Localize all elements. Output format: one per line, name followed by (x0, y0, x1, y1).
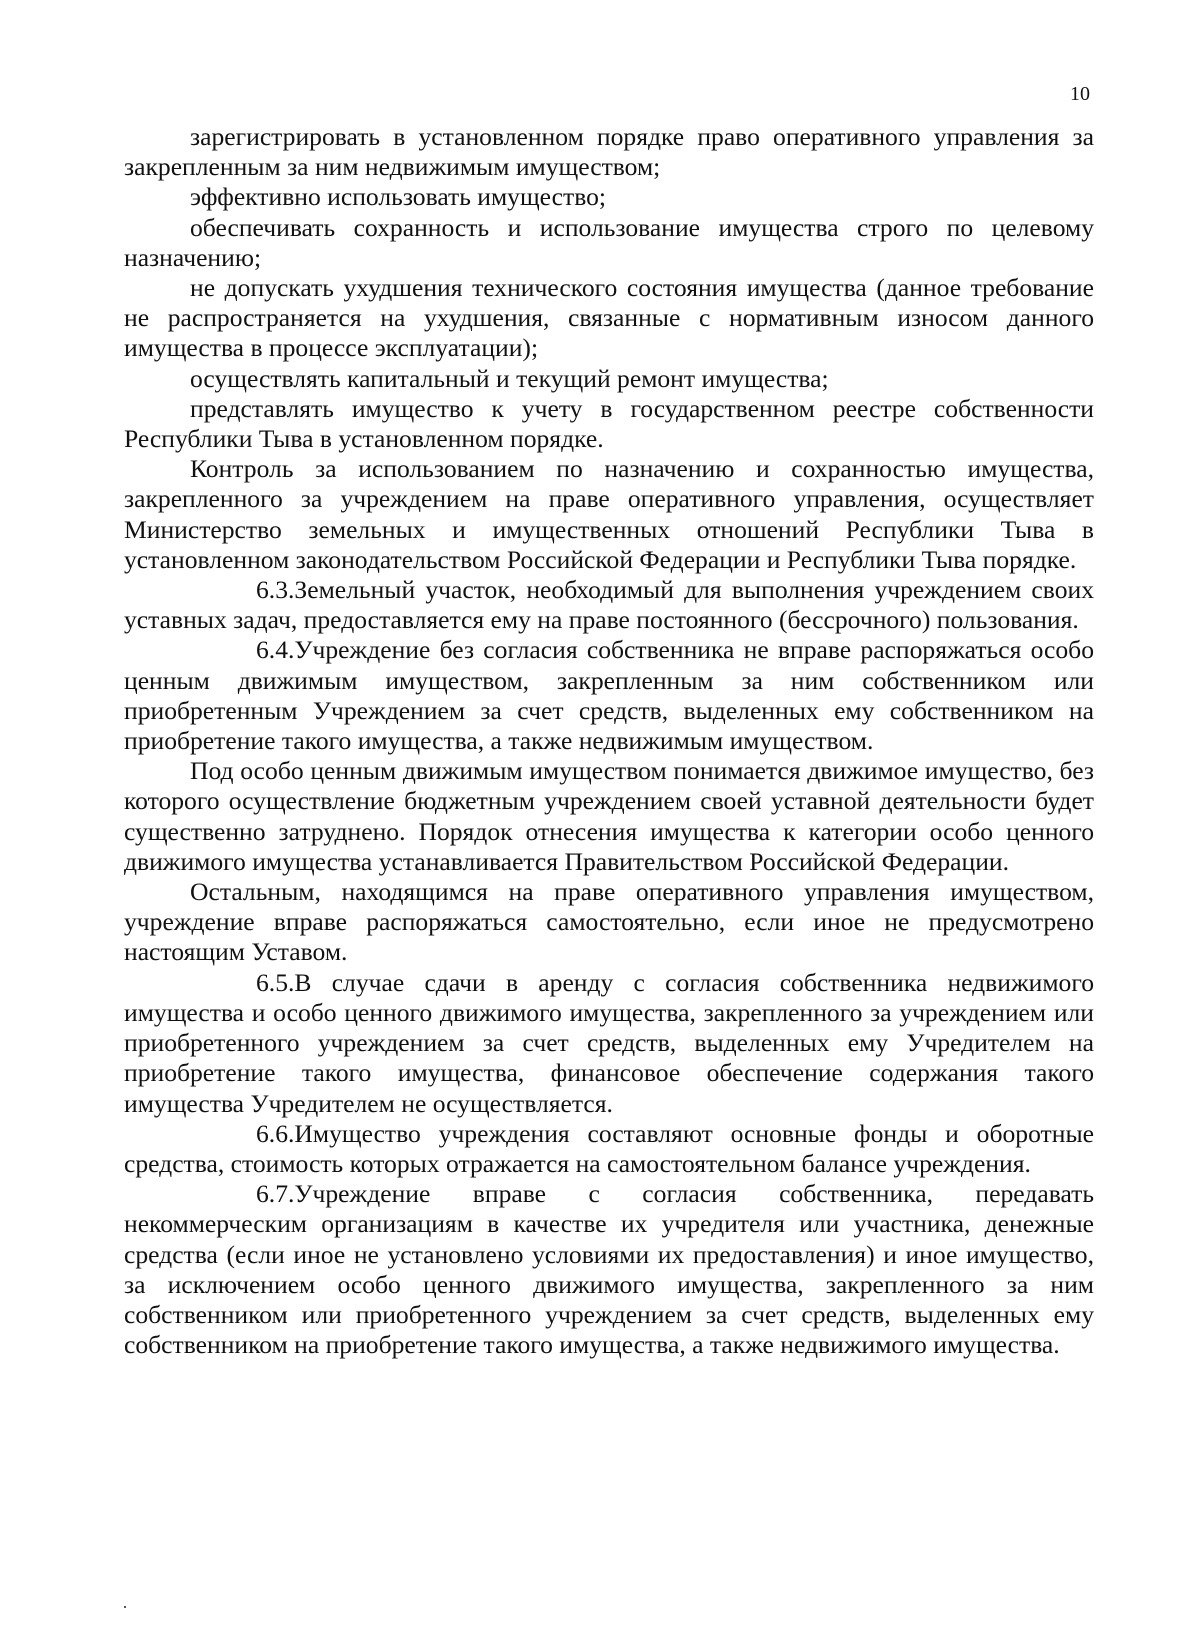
paragraph-text: осуществлять капитальный и текущий ремонт имущества; (190, 363, 829, 393)
paragraph-text: обеспечивать сохранность и использование имущества строго по целевому назначению; (124, 212, 1094, 272)
paragraph-text: представлять имущество к учету в государственном реестре собственности Республики Тыва в установленном порядке. (124, 393, 1094, 454)
paragraph-registry (124, 394, 1094, 454)
paragraph-text: Остальным, находящимся на праве оперативного управления имуществом, учреждение вправе распоряжаться самостоятельно, если иное не предусмотрено настоящим Уставом. (124, 877, 1094, 967)
page-number: 10 (1070, 83, 1090, 105)
paragraph-text: Контроль за использованием по назначению и сохранностью имущества, закрепленного за учреждением на праве оперативного управления, осуществляет Министерство земельных и имущественных отношений Республики Тыва в установленном законодательством Российской Федерации и Республики Тыва порядке. (124, 454, 1094, 574)
paragraph-text: не допускать ухудшения технического состояния имущества (данное требование не распространяется на ухудшения, связанные с нормативным износом данного имущества в процессе эксплуатации); (124, 273, 1094, 363)
paragraph-text: эффективно использовать имущество; (190, 182, 607, 212)
paragraph-use-effectively (124, 182, 1094, 212)
clause-6-4 (124, 635, 1094, 756)
clause-number: 6.7. (256, 1179, 295, 1209)
clause-6-5 (124, 968, 1094, 1119)
paragraph-ensure-safety (124, 213, 1094, 273)
paragraph-text: Учреждение без согласия собственника не вправе распоряжаться особо ценным движимым имуществом, закрепленным за ним собственником или приобретенным Учреждением за счет средств, выделенных ему собственником на приобретение такого имущества, а также недвижимым имуществом. (124, 635, 1094, 756)
paragraph-text: Учреждение вправе с согласия собственника, передавать некоммерческим организациям в качестве их учредителя или участника, денежные средства (если иное не установлено условиями их предоставления) и иное имущество, за исключением особо ценного движимого имущества, закрепленного за ним собственником или приобретенного учреждением за счет средств, выделенных ему собственником на приобретение такого имущества, а также недвижимого имущества. (124, 1179, 1094, 1360)
clause-number: 6.3. (256, 575, 295, 605)
clause-number: 6.4. (256, 635, 295, 665)
paragraph-text: зарегистрировать в установленном порядке право оперативного управления за закрепленным за ним недвижимым имуществом; (124, 122, 1094, 182)
paragraph-other-property (124, 877, 1094, 968)
paragraph-text: Под особо ценным движимым имуществом понимается движимое имущество, без которого осуществление бюджетным учреждением своей уставной деятельности будет существенно затруднено. Порядок отнесения имущества к категории особо ценного движимого имущества устанавливается Правительством Российской Федерации. (124, 756, 1094, 876)
paragraph-text: Земельный участок, необходимый для выполнения учреждением своих уставных задач, предоставляется ему на праве постоянного (бессрочного) пользования. (124, 575, 1094, 635)
paragraph-text: В случае сдачи в аренду с согласия собственника недвижимого имущества и особо ценного движимого имущества, закрепленного за учреждением или приобретенного учреждением за счет средств, выделенных ему Учредителем на приобретение такого имущества, финансовое обеспечение содержания такого имущества Учредителем не осуществляется. (124, 967, 1094, 1118)
clause-6-7 (124, 1179, 1094, 1360)
clause-6-6 (124, 1119, 1094, 1179)
clause-6-3 (124, 575, 1094, 635)
clause-number: 6.5. (256, 967, 295, 997)
document-body (124, 122, 1094, 1360)
paragraph-valuable-property (124, 756, 1094, 877)
paragraph-control (124, 454, 1094, 575)
paragraph-register-right (124, 122, 1094, 182)
paragraph-repair (124, 364, 1094, 394)
paragraph-text: Имущество учреждения составляют основные фонды и оборотные средства, стоимость которых отражается на самостоятельном балансе учреждения. (124, 1118, 1094, 1178)
clause-number: 6.6. (256, 1118, 295, 1148)
paragraph-no-deterioration (124, 273, 1094, 364)
scan-speck (124, 1606, 126, 1608)
